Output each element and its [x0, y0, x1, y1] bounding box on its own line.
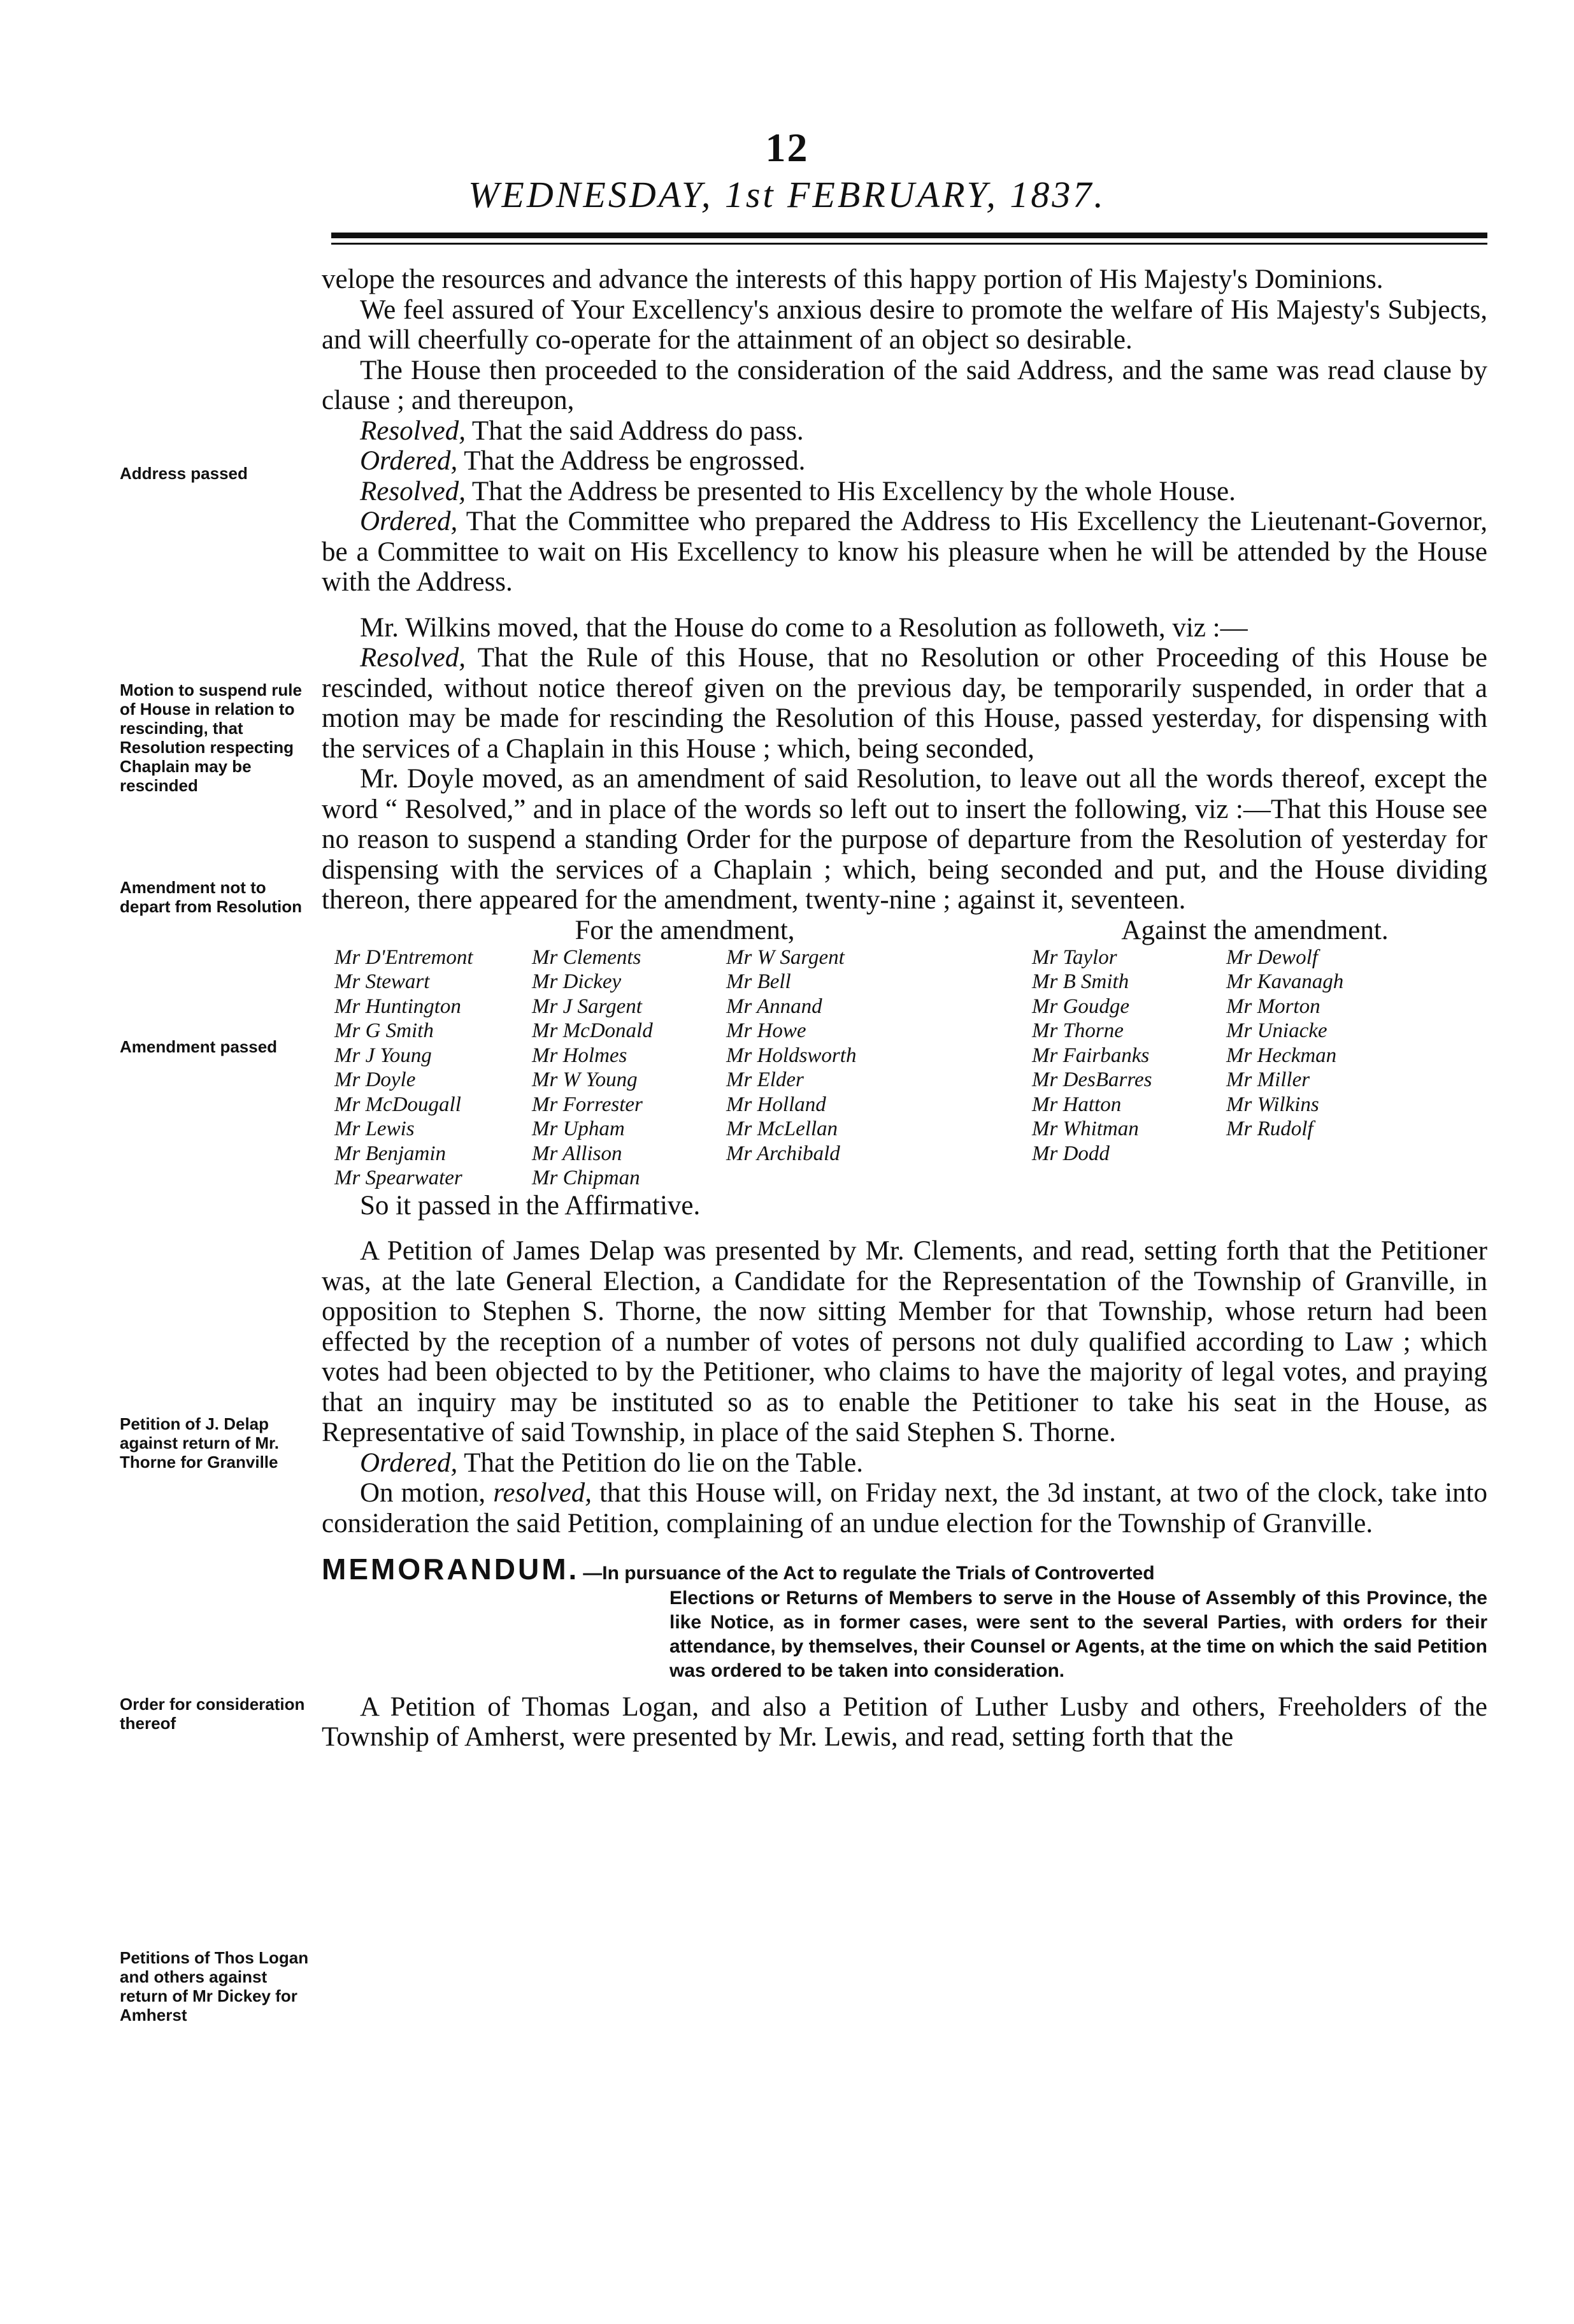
member-name: Mr Kavanagh	[1226, 970, 1344, 993]
paragraph-ordered-table	[322, 1448, 1487, 1479]
memorandum-title: MEMORANDUM.	[322, 1553, 580, 1586]
paragraph-continuation: velope the resources and advance the interests of this happy portion of His Majesty's Dominions.	[322, 264, 1384, 294]
resolved-text: That the Address be presented to His Excellency by the whole House.	[465, 476, 1236, 506]
resolved-text: That the Rule of this House, that no Resolution or other Proceeding of this House be rescinded, without notice thereof given on the previous day, be temporarily suspended, in order that a motion may be made for rescinding the Resolution of this House, passed yesterday, for dispensing with the services of a Chaplain in this House ; which, being seconded,	[322, 643, 1487, 764]
margin-note-address-passed: Address passed	[120, 464, 248, 483]
margin-note-amendment-passed: Amendment passed	[120, 1037, 278, 1056]
member-name: Mr Wilkins	[1226, 1093, 1319, 1116]
member-name: Mr Holdsworth	[726, 1044, 857, 1067]
member-name: Mr Lewis	[334, 1117, 415, 1140]
paragraph-passed-affirmative: So it passed in the Affirmative.	[360, 1190, 701, 1221]
member-name: Mr Chipman	[532, 1166, 640, 1189]
ordered-text: That the Address be engrossed.	[457, 446, 806, 476]
resolved-label: Resolved,	[360, 415, 466, 446]
memorandum-rest: Elections or Returns of Members to serve in the House of Assembly of this Province, the like Notice, as in former cases, were sent to the several Parties, with orders for their attendance, by themselves, their Counsel or Agents, at the time on which the said Petition was ordered to be taken into consideration.	[669, 1587, 1487, 1681]
resolved-label: resolved,	[493, 1478, 592, 1508]
member-name: Mr Elder	[726, 1068, 804, 1091]
member-name: Mr Heckman	[1226, 1044, 1337, 1067]
member-name: Mr B Smith	[1032, 970, 1129, 993]
member-name: Mr Dodd	[1032, 1142, 1110, 1165]
member-name: Mr McDonald	[532, 1019, 653, 1042]
margin-note-petition-delap: Petition of J. Delap against return of Mr. Thorne for Granville	[120, 1414, 279, 1472]
member-name: Mr Holmes	[532, 1044, 627, 1067]
member-name: Mr Fairbanks	[1032, 1044, 1150, 1067]
member-name: Mr Clements	[532, 945, 641, 969]
resolved-label: Resolved,	[360, 643, 466, 673]
member-name: Mr G Smith	[334, 1019, 434, 1042]
member-name: Mr W Young	[532, 1068, 638, 1091]
member-name: Mr Stewart	[334, 970, 430, 993]
against-amendment-heading: Against the amendment.	[1121, 915, 1389, 945]
header-rule-thick	[331, 233, 1487, 238]
paragraph-doyle-amendment: Mr. Doyle moved, as an amendment of said Resolution, to leave out all the words thereof, except the word “ Resolved,” and in place of the words so left out to insert the following, viz :—That this House see no reason to suspend a standing Order for the purpose of departure from the Resolution of yesterday for dispensing with the services of a Chaplain ; which, being seconded and put, and the House dividing thereon, there appeared for the amendment, twenty-nine ; against it, seventeen.	[322, 764, 1487, 915]
memorandum	[322, 1554, 1487, 1683]
resolved-text: That the said Address do pass.	[465, 415, 804, 446]
member-name: Mr W Sargent	[726, 945, 845, 969]
on-motion-text: On motion,	[360, 1478, 494, 1508]
member-name: Mr McLellan	[726, 1117, 838, 1140]
resolved-text: that this House will, on Friday next, the 3d instant, at two of the clock, take into consideration the said Petition, complaining of an undue election for the Township of Granville.	[322, 1478, 1487, 1539]
member-name: Mr Allison	[532, 1142, 622, 1165]
division-headings	[334, 915, 1487, 945]
member-name: Mr Archibald	[726, 1142, 840, 1165]
member-name: Mr Forrester	[532, 1093, 643, 1116]
paragraph-petition-logan: A Petition of Thomas Logan, and also a Petition of Luther Lusby and others, Freeholders of the Township of Amherst, were presented by Mr. Lewis, and read, setting forth that the	[322, 1691, 1487, 1752]
member-name: Mr Morton	[1226, 994, 1320, 1018]
page-body	[322, 264, 1487, 1753]
ordered-label: Ordered,	[360, 446, 458, 476]
for-names-column-3	[726, 945, 1032, 1191]
paragraph-ordered-engrossed	[322, 446, 1487, 477]
for-names-column-1	[334, 945, 532, 1191]
member-name: Mr Whitman	[1032, 1117, 1139, 1140]
page-number: 12	[765, 125, 809, 170]
against-names-column-1	[1032, 945, 1226, 1191]
ordered-label: Ordered,	[360, 1447, 458, 1478]
margin-note-motion-suspend-rule: Motion to suspend rule of House in relation to rescinding, that Resolution respecting Chaplain may be rescinded	[120, 680, 302, 795]
member-name: Mr Dickey	[532, 970, 622, 993]
member-name: Mr Taylor	[1032, 945, 1117, 969]
member-name: Mr DesBarres	[1032, 1068, 1152, 1091]
ordered-text: That the Committee who prepared the Address to His Excellency the Lieutenant-Governor, be a Committee to wait on His Excellency to know his pleasure when he will be attended by the House with the Address.	[322, 506, 1487, 597]
paragraph-resolved-pass	[322, 416, 1487, 447]
member-name: Mr Hatton	[1032, 1093, 1122, 1116]
member-name: Mr Doyle	[334, 1068, 416, 1091]
for-names-column-2	[532, 945, 726, 1191]
division-names	[334, 945, 1487, 1191]
paragraph-assured: We feel assured of Your Excellency's anxious desire to promote the welfare of His Majesty's Subjects, and will cheerfully co-operate for the attainment of an object so desirable.	[322, 294, 1487, 355]
member-name: Mr Holland	[726, 1093, 826, 1116]
page-date-heading: WEDNESDAY, 1st FEBRUARY, 1837.	[468, 174, 1106, 215]
paragraph-on-motion	[322, 1478, 1487, 1539]
member-name: Mr Annand	[726, 994, 822, 1018]
margin-note-amendment-not-to-depart: Amendment not to depart from Resolution	[120, 878, 303, 916]
against-names-column-2	[1226, 945, 1417, 1191]
memorandum-first-line: —In pursuance of the Act to regulate the Trials of Controverted	[583, 1563, 1155, 1584]
resolved-label: Resolved,	[360, 476, 466, 506]
paragraph-house-proceeded: The House then proceeded to the consideration of the said Address, and the same was read clause by clause ; and thereupon,	[322, 355, 1487, 415]
member-name: Mr Upham	[532, 1117, 625, 1140]
ordered-text: That the Petition do lie on the Table.	[457, 1447, 863, 1478]
member-name: Mr Goudge	[1032, 994, 1130, 1018]
memorandum-body	[326, 1586, 1487, 1683]
paragraph-ordered-committee	[322, 506, 1487, 598]
member-name: Mr Benjamin	[334, 1142, 447, 1165]
margin-note-order-consideration: Order for consideration thereof	[120, 1695, 305, 1733]
member-name: Mr J Sargent	[532, 994, 642, 1018]
paragraph-resolved-rule	[322, 643, 1487, 764]
margin-note-petitions-logan: Petitions of Thos Logan and others against return of Mr Dickey for Amherst	[120, 1948, 309, 2025]
member-name: Mr D'Entremont	[334, 945, 473, 969]
member-name: Mr Rudolf	[1226, 1117, 1313, 1140]
member-name: Mr Spearwater	[334, 1166, 462, 1189]
paragraph-wilkins-motion: Mr. Wilkins moved, that the House do come to a Resolution as followeth, viz :—	[360, 612, 1248, 643]
member-name: Mr McDougall	[334, 1093, 461, 1116]
ordered-label: Ordered,	[360, 506, 458, 536]
for-amendment-heading: For the amendment,	[575, 915, 795, 945]
member-name: Mr Uniacke	[1226, 1019, 1327, 1042]
member-name: Mr J Young	[334, 1044, 432, 1067]
paragraph-petition-delap: A Petition of James Delap was presented by Mr. Clements, and read, setting forth that the Petitioner was, at the late General Election, a Candidate for the Representation of the Township of Granville, in opposition to Stephen S. Thorne, the now sitting Member for that Township, whose return had been effected by the reception of a number of votes of persons not duly qualified according to Law ; which votes had been objected to by the Petitioner, who claims to have the majority of legal votes, and praying that an inquiry may be instituted so as to enable the Petitioner to take his seat in the House, as Representative of said Township, in place of the said Stephen S. Thorne.	[322, 1236, 1487, 1447]
division-list	[322, 915, 1487, 1191]
paragraph-resolved-presented	[322, 477, 1487, 507]
header-rule-thin	[331, 243, 1487, 245]
member-name: Mr Thorne	[1032, 1019, 1124, 1042]
member-name: Mr Miller	[1226, 1068, 1310, 1091]
member-name: Mr Bell	[726, 970, 791, 993]
member-name: Mr Huntington	[334, 994, 461, 1018]
member-name: Mr Dewolf	[1226, 945, 1318, 969]
member-name: Mr Howe	[726, 1019, 806, 1042]
